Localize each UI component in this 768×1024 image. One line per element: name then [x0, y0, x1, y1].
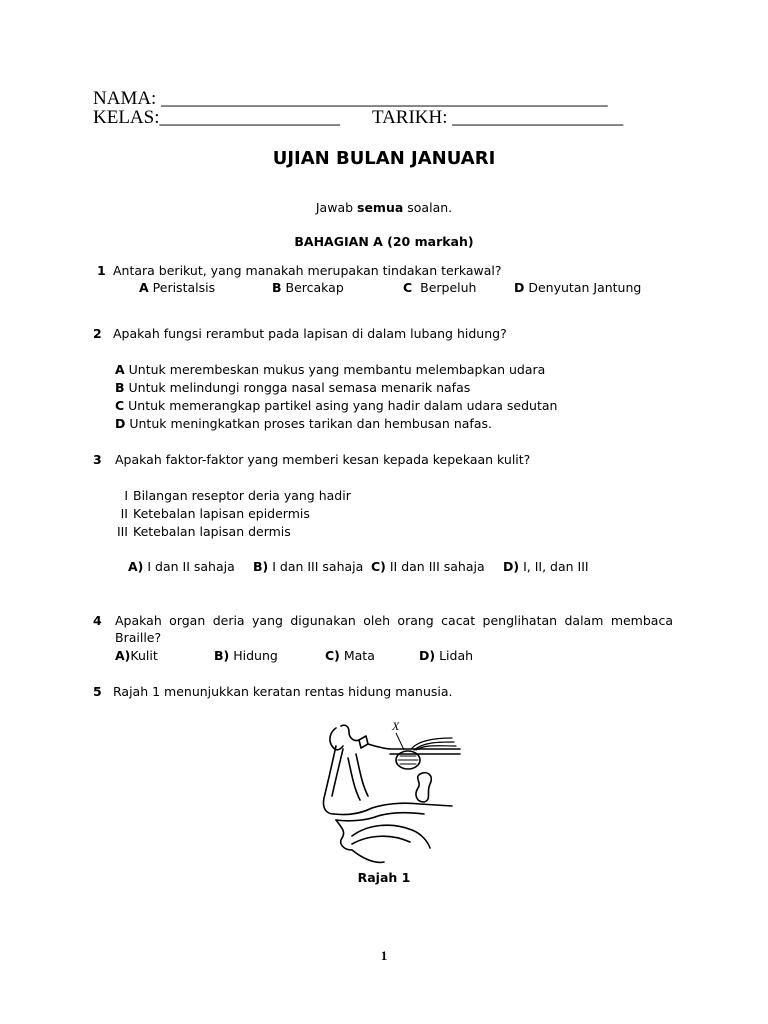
option-letter: D): [503, 559, 520, 574]
instruction-post: soalan.: [403, 200, 453, 215]
figure-label-x: X: [392, 719, 400, 733]
option-letter: B: [272, 280, 282, 295]
option-c: [403, 280, 476, 295]
option-d: [514, 280, 641, 295]
option-letter: C: [403, 280, 413, 295]
question-text-line-2: Braille?: [115, 630, 162, 645]
date-label: TARIKH:: [372, 107, 448, 128]
option-b: [214, 648, 278, 663]
instruction-emphasis: semua: [357, 200, 404, 215]
statement-numeral: I: [124, 488, 128, 503]
statement-text: Bilangan reseptor deria yang hadir: [133, 488, 351, 503]
instruction: [0, 200, 768, 215]
date-field-row: [372, 107, 623, 129]
nose-cross-section-diagram: [312, 716, 467, 866]
question-text: Rajah 1 menunjukkan keratan rentas hidung manusia.: [113, 684, 453, 699]
option-letter: C: [115, 398, 125, 413]
statement-text: Ketebalan lapisan epidermis: [133, 506, 310, 521]
option-letter: A: [139, 280, 149, 295]
option-d: [115, 416, 492, 431]
name-blank-line: _______________________________________________: [161, 88, 608, 109]
option-letter: D: [115, 416, 126, 431]
figure-caption: Rajah 1: [357, 870, 411, 885]
option-letter: B): [214, 648, 230, 663]
option-text: I dan III sahaja: [268, 559, 364, 574]
option-letter: C): [371, 559, 386, 574]
date-blank-line: __________________: [452, 107, 624, 128]
option-a: [128, 559, 235, 574]
option-letter: D: [514, 280, 525, 295]
statement-numeral: II: [120, 506, 128, 521]
question-number: 3: [93, 452, 102, 467]
option-text: Lidah: [435, 648, 474, 663]
option-text: Untuk meningkatkan proses tarikan dan hembusan nafas.: [125, 416, 492, 431]
option-text: I dan II sahaja: [143, 559, 235, 574]
option-letter: B): [253, 559, 269, 574]
question-text: Antara berikut, yang manakah merupakan tindakan terkawal?: [113, 263, 502, 278]
option-text: II dan III sahaja: [385, 559, 485, 574]
option-letter: C): [325, 648, 340, 663]
option-text: I, II, dan III: [519, 559, 589, 574]
option-text: Kulit: [130, 648, 158, 663]
option-a: [115, 648, 158, 663]
question-number: 1: [97, 263, 106, 278]
class-field-row: [93, 107, 340, 129]
class-blank-line: ___________________: [159, 107, 340, 128]
option-letter: D): [419, 648, 436, 663]
option-text: Untuk merembeskan mukus yang membantu melembapkan udara: [124, 362, 546, 377]
option-letter: A): [128, 559, 144, 574]
option-b: [115, 380, 470, 395]
page-title: UJIAN BULAN JANUARI: [272, 148, 496, 169]
question-number: 4: [93, 613, 102, 628]
question-number: 2: [93, 326, 102, 341]
question-text: Apakah fungsi rerambut pada lapisan di dalam lubang hidung?: [113, 326, 507, 341]
question-text-line-1: Apakah organ deria yang digunakan oleh orang cacat penglihatan dalam membaca: [115, 613, 673, 628]
option-c: [371, 559, 485, 574]
option-text: Bercakap: [281, 280, 344, 295]
question-text: Apakah faktor-faktor yang memberi kesan kepada kepekaan kulit?: [115, 452, 531, 467]
class-label: KELAS:: [93, 107, 160, 128]
option-text: Peristalsis: [148, 280, 216, 295]
option-text: Mata: [339, 648, 375, 663]
option-b: [253, 559, 363, 574]
option-a: [115, 362, 545, 377]
option-a: [139, 280, 215, 295]
option-text: Denyutan Jantung: [524, 280, 642, 295]
statement-numeral: III: [116, 524, 128, 539]
option-letter: A): [115, 648, 131, 663]
option-text: Hidung: [229, 648, 278, 663]
option-d: [419, 648, 473, 663]
option-letter: B: [115, 380, 125, 395]
section-heading: BAHAGIAN A (20 markah): [294, 234, 474, 249]
instruction-pre: Jawab: [315, 200, 358, 215]
option-c: [115, 398, 557, 413]
option-c: [325, 648, 375, 663]
option-text: Untuk memerangkap partikel asing yang hadir dalam udara sedutan: [124, 398, 558, 413]
option-letter: A: [115, 362, 125, 377]
option-d: [503, 559, 589, 574]
page-number: 1: [380, 948, 388, 963]
option-text: Berpeluh: [412, 280, 477, 295]
option-b: [272, 280, 344, 295]
statement-text: Ketebalan lapisan dermis: [133, 524, 291, 539]
name-label: NAMA:: [93, 88, 157, 109]
question-number: 5: [93, 684, 102, 699]
option-text: Untuk melindungi rongga nasal semasa menarik nafas: [124, 380, 471, 395]
